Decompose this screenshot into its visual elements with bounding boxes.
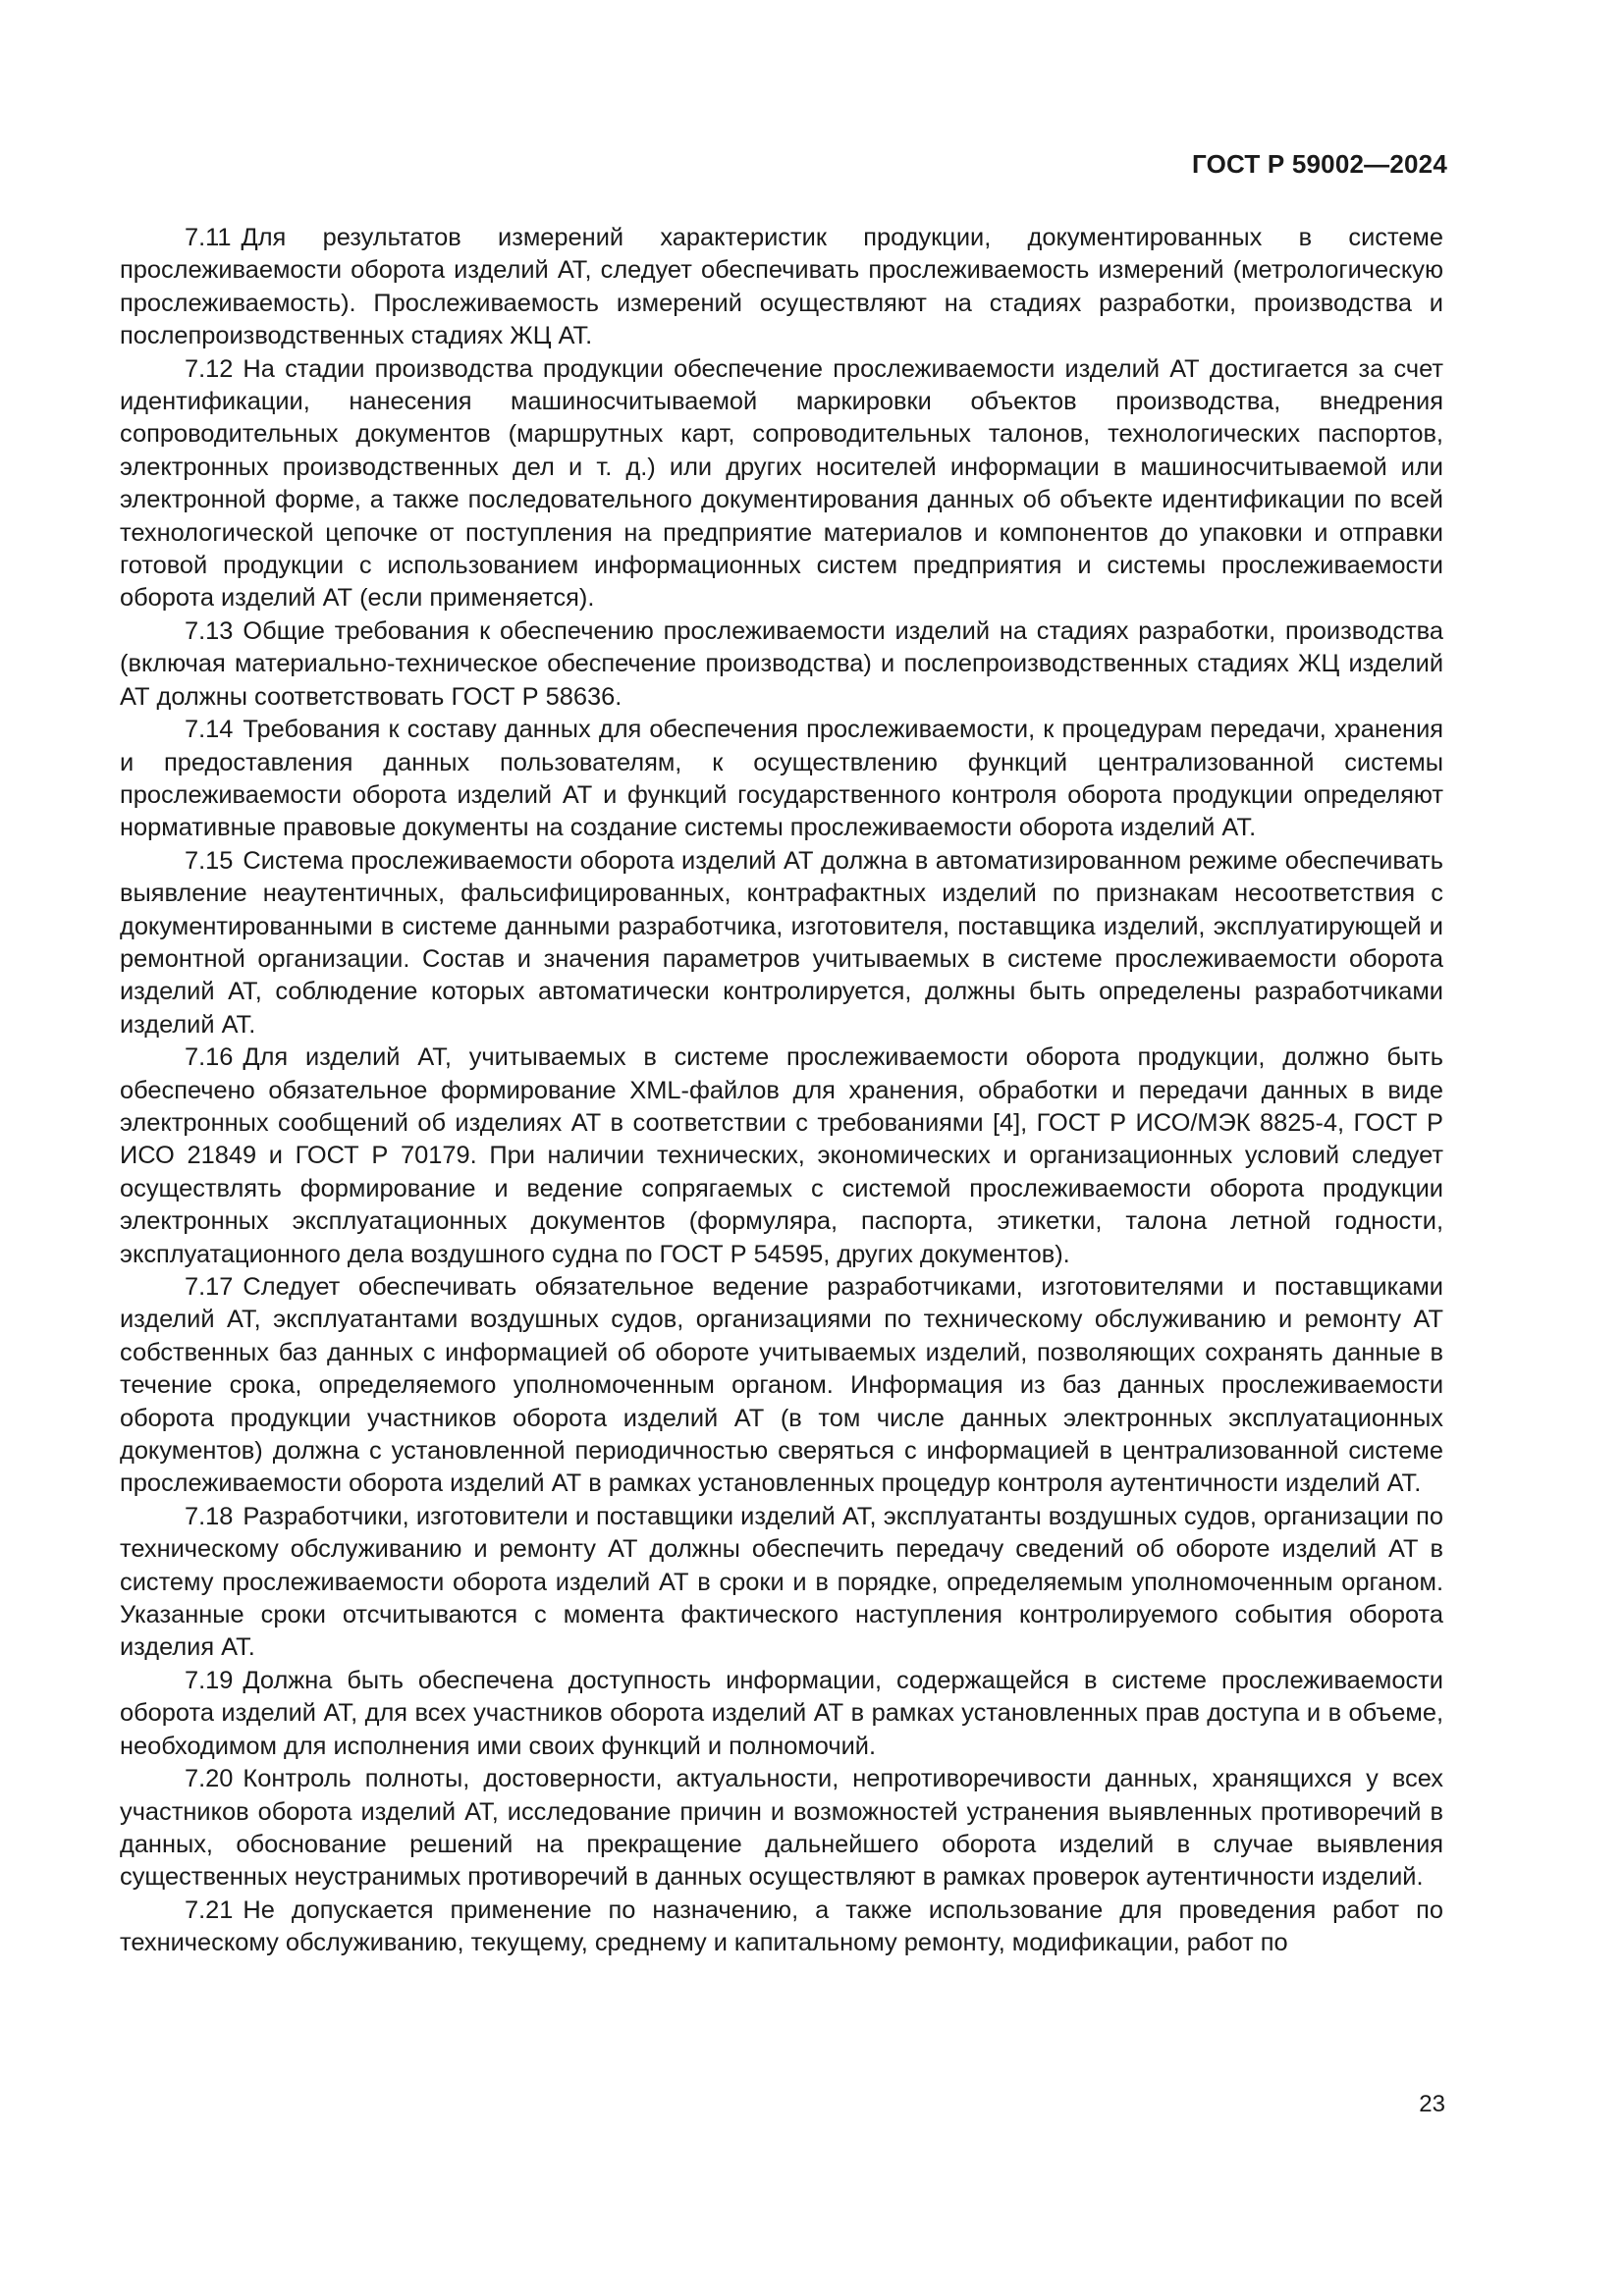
clause-text: Система прослеживаемости оборота изделий АТ должна в автоматизированном режиме обеспечивать выявление неаутентичных, фальсифицированных, контрафактных изделий по признакам несоответствия с документированными в системе данными разработчика, изготовителя, поставщика изделий, эксплуатирующей и ремонтной организации. Состав и значения параметров учитываемых в системе прослеживаемости оборота изделий АТ, соблюдение которых автоматически контролируется, должны быть определены разработчиками изделий АТ.	[120, 846, 1443, 1039]
document-body	[120, 222, 1443, 1960]
document-code-header: ГОСТ Р 59002—2024	[1192, 149, 1447, 179]
paragraph-7-20	[120, 1763, 1443, 1895]
paragraph-7-11	[120, 222, 1443, 353]
clause-text: На стадии производства продукции обеспечение прослеживаемости изделий АТ достигается за счет идентификации, нанесения машиносчитываемой маркировки объектов производства, внедрения сопроводительных документов (маршрутных карт, сопроводительных талонов, технологических паспортов, электронных производственных дел и т. д.) или других носителей информации в машиносчитываемой или электронной форме, а также последовательного документирования данных об объекте идентификации по всей технологической цепочке от поступления на предприятие материалов и компонентов до упаковки и отправки готовой продукции с использованием информационных систем предприятия и системы прослеживаемости оборота изделий АТ (если применяется).	[120, 354, 1443, 613]
clause-number: 7.12	[185, 354, 234, 383]
page-number: 23	[1419, 2091, 1445, 2117]
clause-number: 7.11	[185, 224, 232, 251]
paragraph-7-16	[120, 1041, 1443, 1271]
clause-text: Общие требования к обеспечению прослеживаемости изделий на стадиях разработки, производства (включая материально-техническое обеспечение производства) и послепроизводственных стадиях ЖЦ изделий АТ должны соответствовать ГОСТ Р 58636.	[120, 616, 1443, 711]
paragraph-7-19	[120, 1665, 1443, 1763]
paragraph-7-18	[120, 1501, 1443, 1665]
clause-number: 7.17	[185, 1273, 234, 1301]
clause-text: Должна быть обеспечена доступность информации, содержащейся в системе прослеживаемости оборота изделий АТ, для всех участников оборота изделий АТ в рамках установленных прав доступа и в объеме, необходимом для исполнения ими своих функций и полномочий.	[120, 1666, 1443, 1760]
paragraph-7-12	[120, 353, 1443, 615]
clause-number: 7.14	[185, 716, 234, 744]
clause-text: Разработчики, изготовители и поставщики изделий АТ, эксплуатанты воздушных судов, организации по техническому обслуживанию и ремонту АТ должны обеспечить передачу сведений об обороте изделий АТ в систему прослеживаемости оборота изделий АТ в сроки и в порядке, определяемым уполномоченным органом. Указанные сроки отсчитываются с момента фактического наступления контролируемого события оборота изделия АТ.	[120, 1502, 1443, 1662]
clause-number: 7.15	[185, 846, 234, 875]
clause-text: Требования к составу данных для обеспечения прослеживаемости, к процедурам передачи, хранения и предоставления данных пользователям, к осуществлению функций централизованной системы прослеживаемости оборота изделий АТ и функций государственного контроля оборота продукции определяют нормативные правовые документы на создание системы прослеживаемости оборота изделий АТ.	[120, 716, 1443, 842]
clause-number: 7.19	[185, 1666, 234, 1694]
clause-text: Для изделий АТ, учитываемых в системе прослеживаемости оборота продукции, должно быть обеспечено обязательное формирование XML-файлов для хранения, обработки и передачи данных в виде электронных сообщений об изделиях АТ в соответствии с требованиями [4], ГОСТ Р ИСО/МЭК 8825-4, ГОСТ Р ИСО 21849 и ГОСТ Р 70179. При наличии технических, экономических и организационных условий следует осуществлять формирование и ведение сопрягаемых с системой прослеживаемости оборота продукции электронных эксплуатационных документов (формуляра, паспорта, этикетки, талона летной годности, эксплуатационного дела воздушного судна по ГОСТ Р 54595, других документов).	[120, 1043, 1443, 1268]
paragraph-7-13	[120, 615, 1443, 714]
paragraph-7-21	[120, 1895, 1443, 1960]
clause-text: Для результатов измерений характеристик продукции, документированных в системе прослеживаемости оборота изделий АТ, следует обеспечивать прослеживаемость измерений (метрологическую прослеживаемость). Прослеживаемость измерений осуществляют на стадиях разработки, производства и послепроизводственных стадиях ЖЦ АТ.	[120, 224, 1443, 350]
clause-text: Контроль полноты, достоверности, актуальности, непротиворечивости данных, хранящихся у всех участников оборота изделий АТ, исследование причин и возможностей устранения выявленных противоречий в данных, обоснование решений на прекращение дальнейшего оборота изделий в случае выявления существенных неустранимых противоречий в данных осуществляют в рамках проверок аутентичности изделий.	[120, 1765, 1443, 1892]
clause-number: 7.18	[185, 1502, 234, 1530]
clause-number: 7.21	[185, 1896, 234, 1924]
paragraph-7-15	[120, 845, 1443, 1041]
clause-number: 7.13	[185, 616, 234, 645]
clause-number: 7.20	[185, 1765, 234, 1793]
paragraph-7-14	[120, 714, 1443, 845]
clause-text: Следует обеспечивать обязательное ведение разработчиками, изготовителями и поставщиками изделий АТ, эксплуатантами воздушных судов, организациями по техническому обслуживанию и ремонту АТ собственных баз данных с информацией об обороте учитываемых изделий, позволяющих сохранять данные в течение срока, определяемого уполномоченным органом. Информация из баз данных прослеживаемости оборота продукции участников оборота изделий АТ (в том числе данных электронных эксплуатационных документов) должна с установленной периодичностью сверяться с информацией в централизованной системе прослеживаемости оборота изделий АТ в рамках установленных процедур контроля аутентичности изделий АТ.	[120, 1273, 1443, 1498]
paragraph-7-17	[120, 1271, 1443, 1501]
clause-text: Не допускается применение по назначению, а также использование для проведения работ по техническому обслуживанию, текущему, среднему и капитальному ремонту, модификации, работ по	[120, 1896, 1443, 1957]
clause-number: 7.16	[185, 1043, 234, 1072]
